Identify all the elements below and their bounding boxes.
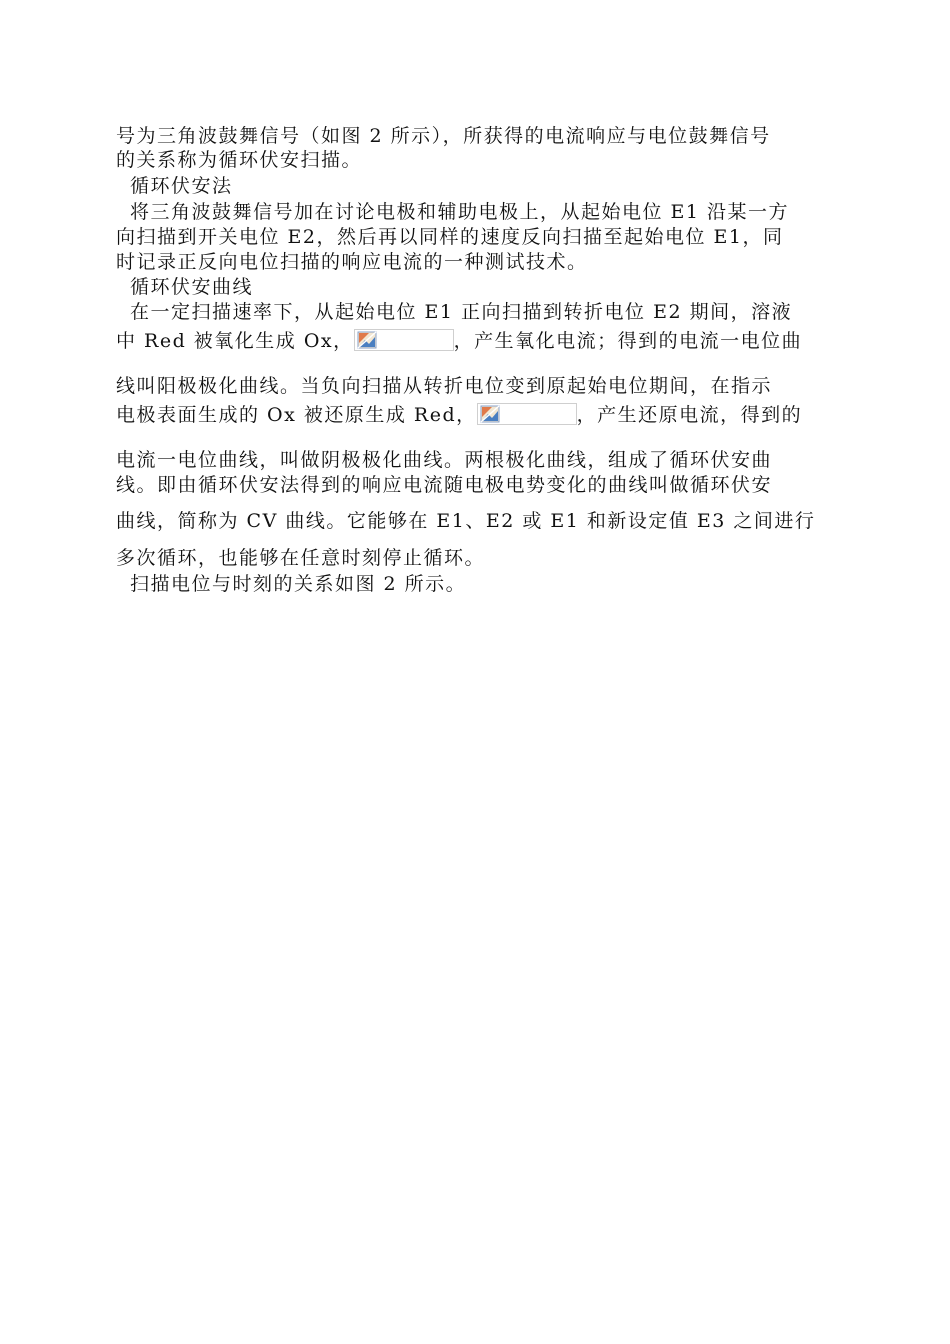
broken-image-icon — [354, 329, 454, 351]
paragraph-line: 多次循环，也能够在任意时刻停止循环。 — [116, 547, 486, 569]
paragraph-line: 曲线，简称为 CV 曲线。它能够在 E1、E2 或 E1 和新设定值 E3 之间进行 — [116, 510, 816, 532]
text-segment: ，产生还原电流，得到的 — [576, 404, 803, 426]
text-segment: 中 Red 被氧化生成 Ox， — [116, 330, 354, 352]
paragraph-line: 在一定扫描速率下，从起始电位 E1 正向扫描到转折电位 E2 期间，溶液 — [130, 301, 793, 323]
paragraph-line: 扫描电位与时刻的关系如图 2 所示。 — [130, 573, 467, 595]
paragraph-line-with-image — [116, 329, 802, 353]
paragraph-line: 时记录正反向电位扫描的响应电流的一种测试技术。 — [116, 251, 588, 273]
paragraph-line: 将三角波鼓舞信号加在讨论电极和辅助电极上，从起始电位 E1 沿某一方 — [130, 201, 790, 223]
paragraph-line: 向扫描到开关电位 E2，然后再以同样的速度反向扫描至起始电位 E1，同 — [116, 226, 784, 248]
paragraph-line: 的关系称为循环伏安扫描。 — [116, 149, 363, 171]
paragraph-line-with-image — [116, 403, 802, 427]
section-heading-cv-curve: 循环伏安曲线 — [130, 276, 254, 298]
paragraph-line: 线叫阳极极化曲线。当负向扫描从转折电位变到原起始电位期间，在指示 — [116, 375, 773, 397]
paragraph-line: 线。即由循环伏安法得到的响应电流随电极电势变化的曲线叫做循环伏安 — [116, 474, 773, 496]
paragraph-line: 电流一电位曲线，叫做阴极极化曲线。两根极化曲线，组成了循环伏安曲 — [116, 449, 773, 471]
section-heading-cv-method: 循环伏安法 — [130, 175, 233, 197]
text-segment: 电极表面生成的 Ox 被还原生成 Red， — [116, 404, 477, 426]
text-segment: ，产生氧化电流；得到的电流一电位曲 — [453, 330, 803, 352]
paragraph-line: 号为三角波鼓舞信号（如图 2 所示），所获得的电流响应与电位鼓舞信号 — [116, 125, 771, 147]
broken-image-icon — [477, 403, 577, 425]
